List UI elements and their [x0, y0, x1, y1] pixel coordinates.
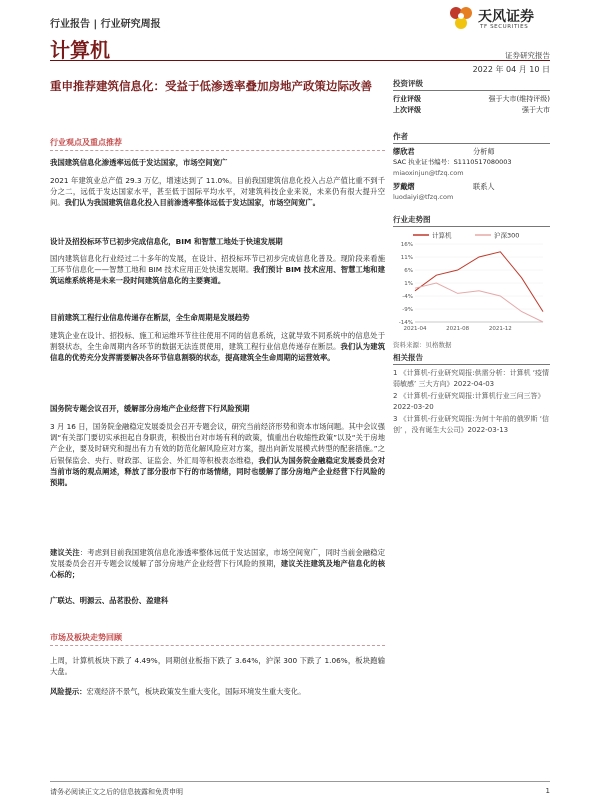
x-tick-label: 2021-04	[403, 326, 427, 332]
subhead-3: 目前建筑工程行业信息传递存在断层，全生命周期是发展趋势	[50, 313, 250, 322]
last-rating-value: 强于大市	[522, 106, 550, 114]
x-tick-label: 2021-08	[446, 326, 470, 332]
series-line-1	[415, 283, 543, 322]
y-tick-label: 6%	[404, 268, 413, 274]
report-date: 2022 年 04 月 10 日	[472, 65, 550, 74]
report-type: 行业报告 | 行业研究周报	[50, 19, 161, 30]
rating-value: 强于大市(维持评级)	[488, 95, 550, 103]
rating-head: 投资评级	[393, 79, 423, 88]
side-rule	[393, 90, 550, 91]
y-tick-label: -9%	[402, 307, 413, 313]
subhead-2: 设计及招投标环节已初步完成信息化，BIM 和智慧工地处于快速发展期	[50, 237, 283, 246]
subhead-4: 国务院专题会议召开，缓解部分房地产企业经营下行风险预期	[50, 404, 250, 413]
sector-title: 计算机	[50, 38, 110, 62]
side-rule	[393, 143, 550, 144]
x-axis	[404, 322, 543, 332]
y-tick-label: 1%	[404, 281, 413, 287]
author-1-email[interactable]: miaoxinjun@tfzq.com	[393, 169, 464, 177]
footer-divider	[50, 781, 550, 782]
subhead-1: 我国建筑信息化渗透率远低于发达国家，市场空间宽广	[50, 158, 228, 167]
last-rating-label: 上次评级	[393, 106, 421, 114]
y-tick-label: 11%	[400, 255, 413, 261]
y-tick-label: -4%	[402, 294, 413, 300]
tf-logo-icon	[446, 4, 476, 34]
rating-table	[393, 94, 550, 116]
recommended-stocks: 广联达、明源云、品茗股份、盈建科	[50, 596, 169, 605]
paragraph-4: 3 月 16 日，国务院金融稳定发展委员会召开专题会议，研究当前经济形势和资本市场问题。其中会议强调“有关部门要切实承担起自身职责，积极出台对市场有利的政策，慎重出台收缩性政策”以及“关于房地产企业，要及时研究和提出有力有效的防范化解风险应对方案，提出向新发展模式转型的配套措施。”之后银保监会、央行、财政部、证监会、外汇局等积极表态维稳，我们认为国务院金融稳定发展委员会对当前市场的观点阐述，释放了部分股市下行的市场情绪，同时也缓解了部分房地产企业经营下行风险的预期。	[50, 422, 386, 488]
related-report-2[interactable]: 2 《计算机-行业研究周报:计算机行业三问三答》2022-03-20	[393, 392, 545, 411]
y-tick-label: -14%	[398, 320, 413, 326]
logo-text: 天风证券	[478, 9, 534, 25]
risk-paragraph: 风险提示：宏观经济不景气，板块政策发生重大变化，国际环境发生重大变化。	[50, 687, 306, 696]
report-title: 重申推荐建筑信息化：受益于低渗透率叠加房地产政策边际改善	[50, 79, 372, 93]
paragraph-6: 上周，计算机板块下跌了 4.49%，同期创业板指下跌了 3.64%，沪深 300 下跌了 1.06%，板块跑输大盘。	[50, 656, 385, 677]
author-1-role: 分析师	[473, 147, 495, 156]
author-1-cert: SAC 执业证书编号：S1110517080003	[393, 158, 512, 166]
section-head-market: 市场及板块走势回顾	[50, 633, 122, 642]
rating-label: 行业评级	[393, 95, 421, 103]
doc-type: 证券研究报告	[505, 51, 550, 60]
related-list	[393, 368, 550, 437]
paragraph-5: 建议关注：考虑到目前我国建筑信息化渗透率整体远低于发达国家，市场空间宽广，同时当前金融稳定发展委员会召开专题会议缓解了部分房地产企业经营下行风险的预期，建议关注建筑及地产信息化的核心标的；	[50, 548, 386, 580]
y-axis	[399, 242, 543, 326]
section-head-views: 行业观点及重点推荐	[50, 138, 122, 147]
trend-head: 行业走势图	[393, 215, 431, 224]
paragraph-1: 2021 年建筑业总产值 29.3 万亿，增速达到了 11.0%。目前我国建筑信息化投入占总产值比重不到千分之二，远低于发达国家水平，甚至低于国际平均水平，对建筑科技企业来说，未来仍有很大提升空间。我们认为我国建筑信息化投入目前渗透率整体远低于发达国家，市场空间宽广。	[50, 176, 385, 208]
y-tick-label: 16%	[400, 242, 413, 248]
footer-disclaimer: 请务必阅读正文之后的信息披露和免责申明	[50, 788, 183, 796]
legend-label-hs300: 沪深300	[494, 231, 520, 240]
chart-lines	[415, 252, 543, 322]
header-divider	[50, 60, 550, 61]
section-rule	[50, 645, 385, 646]
paragraph-2: 国内建筑信息化行业经过二十多年的发展，在设计、招投标环节已初步完成信息化普及。现阶段来看施工环节信息化——智慧工地和 BIM 技术应用正处快速发展期。我们预计 BIM 技术应用、智慧工地和建筑运维系统将是未来一段时间建筑信息化的主要赛道。	[50, 254, 385, 286]
author-2-role: 联系人	[473, 182, 495, 191]
side-rule	[393, 226, 550, 227]
legend-label-computer: 计算机	[432, 231, 452, 240]
author-2-name: 罗戴熠	[393, 182, 415, 191]
series-line-0	[415, 252, 543, 312]
page-number: 1	[545, 787, 550, 795]
author-2-email[interactable]: luodaiyi@tfzq.com	[393, 193, 454, 201]
author-block	[393, 146, 550, 203]
related-head: 相关报告	[393, 353, 423, 362]
x-tick-label: 2021-12	[488, 326, 512, 332]
legend	[413, 231, 519, 240]
section-rule	[50, 150, 385, 151]
author-1-name: 缪欣君	[393, 147, 415, 156]
chart-source: 资料来源：贝格数据	[393, 341, 452, 349]
side-rule	[393, 364, 550, 365]
related-report-3[interactable]: 3 《计算机-行业研究周报:为何十年前的俄罗斯 ‘信创’ ，没有诞生大公司》2022-03-13	[393, 415, 550, 434]
author-head: 作者	[393, 132, 408, 141]
trend-chart	[393, 228, 550, 340]
related-report-1[interactable]: 1 《计算机-行业研究周报:供需分析：计算机 ‘疫情弱敏感’ 三大方向》2022-04-03	[393, 369, 550, 388]
logo-en: TF SECURITIES	[480, 24, 529, 30]
paragraph-3: 建筑企业在设计、招投标、施工和运维环节往往使用不同的信息系统，这就导致不同系统中的信息处于割裂状态，全生命周期内各环节的数据无法连贯使用，建筑工程行业信息传递存在断层。我们认为建筑信息的优势充分发挥需要解决各环节信息割裂的状态，提高建筑全生命周期的运营效率。	[50, 331, 386, 363]
